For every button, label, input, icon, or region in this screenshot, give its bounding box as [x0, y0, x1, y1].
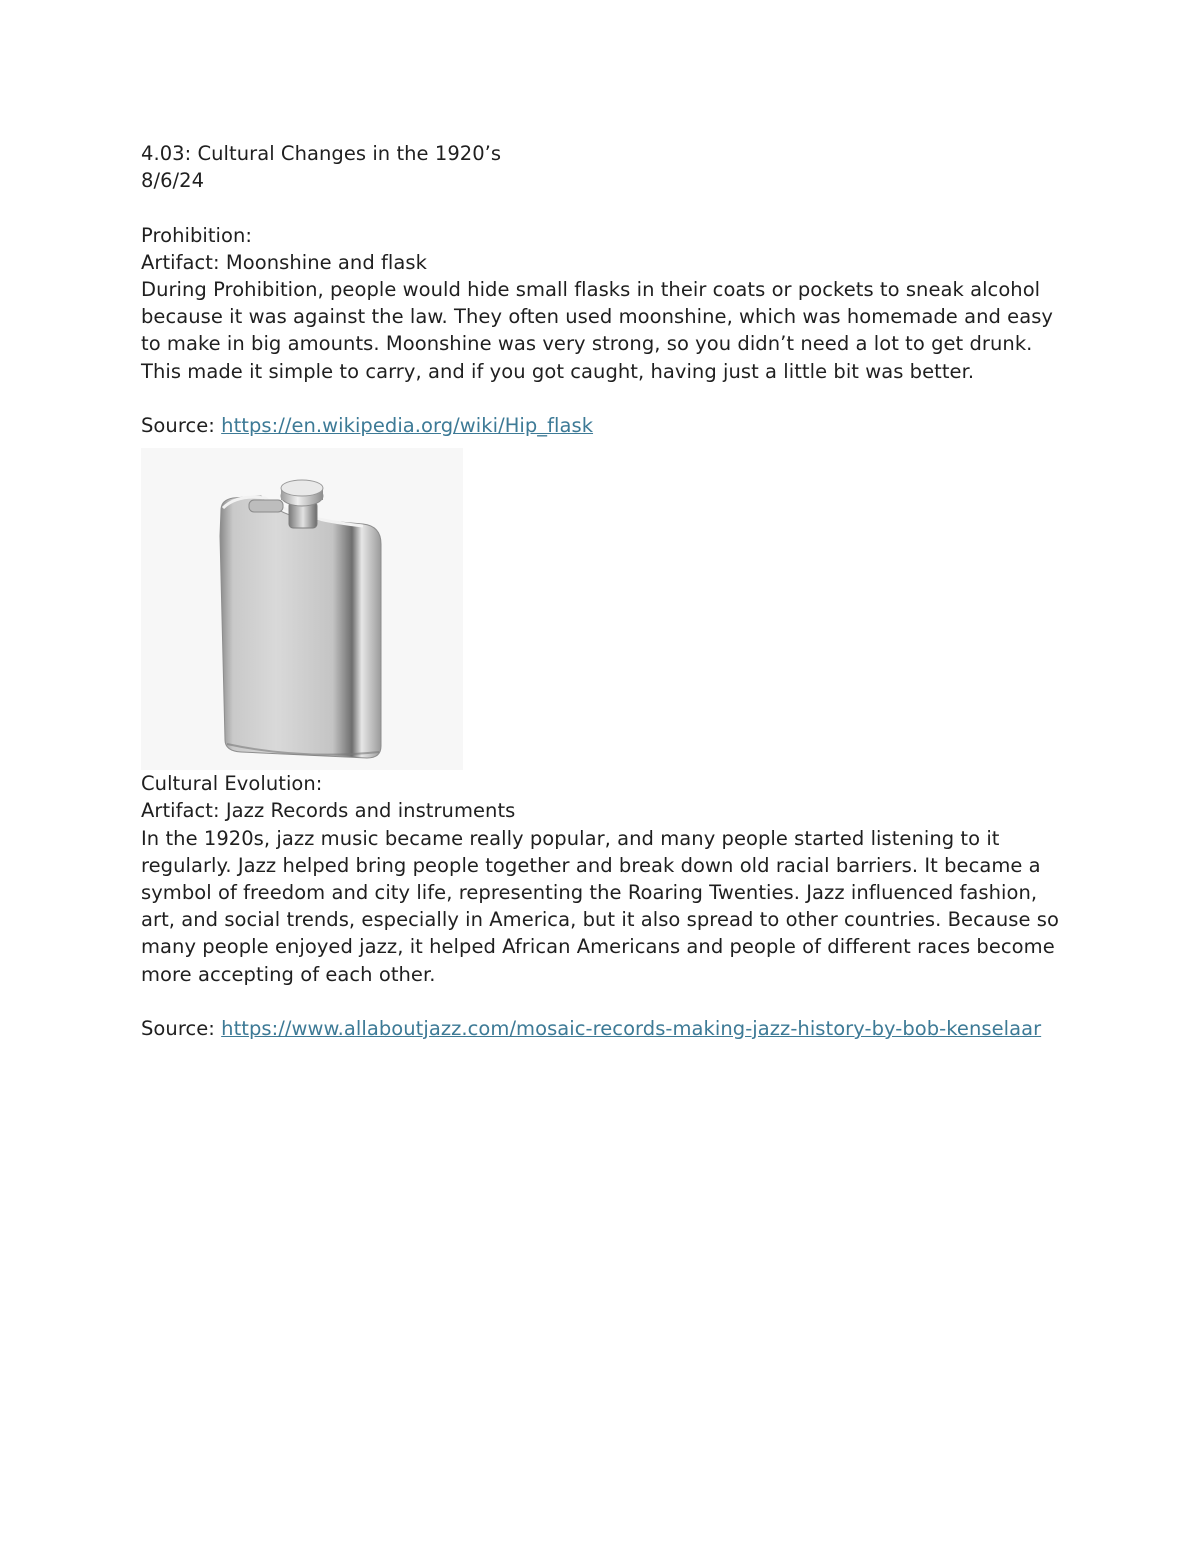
document-date: 8/6/24 — [141, 169, 205, 193]
source-link-hip-flask[interactable]: https://en.wikipedia.org/wiki/Hip_flask — [221, 414, 594, 437]
spacer — [141, 385, 1071, 412]
hip-flask-image — [141, 448, 463, 770]
source-link-allaboutjazz[interactable]: https://www.allaboutjazz.com/mosaic-records-making-jazz-history-by-bob-kenselaar — [221, 1017, 1042, 1041]
body-text-prohibition: During Prohibition, people would hide small flasks in their coats or pockets to sneak alcohol because it was against the law. They often used moonshine, which was homemade and easy to make in big amounts. Moonshine was very strong, so you didn’t need a lot to get drunk. This made it simple to carry, and if you got caught, having just a little bit was better. — [141, 278, 1054, 383]
body-text-cultural-evolution: In the 1920s, jazz music became really popular, and many people started listening to it regularly. Jazz helped bring people together and break down old racial barriers. It became a symbol of freedom and city life, representing the Roaring Twenties. Jazz influenced fashion, art, and social trends, especially in America, but it also spread to other countries. Because so many people enjoyed jazz, it helped African Americans and people of different races become more accepting of each other. — [141, 826, 1059, 986]
artifact-label-prohibition: Artifact: Moonshine and flask — [141, 250, 427, 274]
spacer — [141, 194, 1071, 221]
source-line-cultural-evolution — [141, 1015, 1071, 1042]
section-heading-prohibition: Prohibition: — [141, 223, 253, 247]
document-title: 4.03: Cultural Changes in the 1920’s — [141, 142, 502, 165]
artifact-label-cultural-evolution: Artifact: Jazz Records and instruments — [141, 799, 516, 823]
section-heading-cultural-evolution: Cultural Evolution: — [141, 772, 323, 796]
source-label: Source: — [141, 1017, 222, 1041]
source-label: Source: — [141, 414, 222, 437]
spacer — [141, 988, 1071, 1015]
hip-flask-photo-icon — [141, 448, 463, 770]
document-page — [141, 140, 1071, 1042]
source-line-prohibition — [141, 412, 1071, 439]
